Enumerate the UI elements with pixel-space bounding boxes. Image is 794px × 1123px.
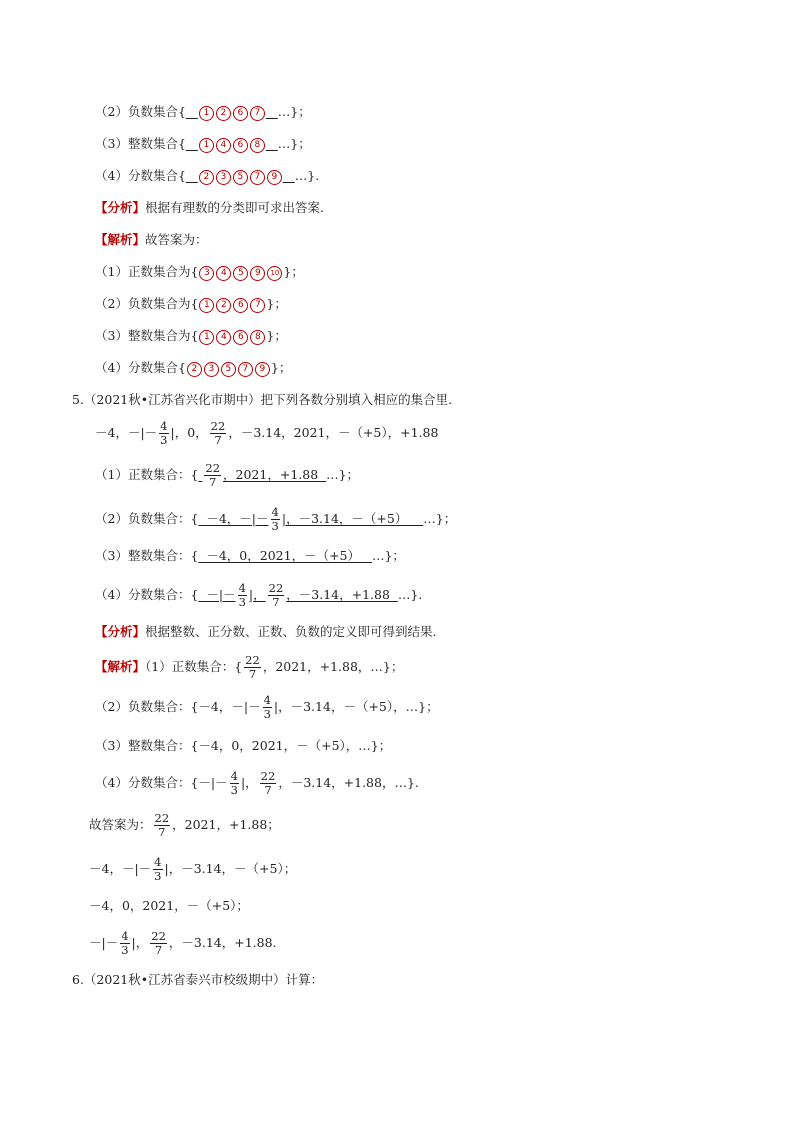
q5-solution-fraction: （4）分数集合：{－|－ $\frac{4}{3}$ |， $\frac{22}{7}$ ，－3.14，+1.88，…}. [95,769,419,797]
circled-number: 2 [216,298,231,313]
q5-solution-integer: （3）整数集合：{－4，0，2021，－（+5），…}； [95,738,392,753]
circled-number: 7 [250,106,265,121]
circled-number: 5 [221,362,236,377]
prev-solution: 【解析】故答案为： [95,232,208,247]
fraction: $\frac{4}{3}$ [230,769,238,797]
circled-number: 9 [250,266,265,281]
fraction: $\frac{4}{3}$ [154,855,162,883]
circled-number: 6 [233,138,248,153]
circled-number: 7 [250,298,265,313]
question-6-stem: 6.（2021秋•江苏省泰兴市校级期中）计算： [72,972,324,987]
circled-number: 3 [216,170,231,185]
circled-number: 9 [267,170,282,185]
prev-solution-fraction: （4）分数集合{ 2 3 5 7 9 }； [95,360,292,375]
q5-answer-summary-4: －|－ $\frac{4}{3}$ |， $\frac{22}{7}$ ，－3.14，+1.88. [89,929,277,957]
fraction: $\frac{22}{7}$ [210,419,226,447]
q5-answer-negative: （2）负数集合：{ －4，－|－ $\frac{4}{3}$ |，－3.14，－（+5） …}； [95,505,457,533]
circled-number: 1 [199,330,214,345]
circled-number: 8 [250,138,265,153]
fraction: $\frac{22}{7}$ [268,581,284,609]
circled-number: 1 [199,298,214,313]
circled-number: 6 [233,298,248,313]
fraction: $\frac{4}{3}$ [238,581,246,609]
circled-number: 5 [233,266,248,281]
prev-solution-negative: （2）负数集合为{ 1 2 6 7 }； [95,296,287,311]
prev-answer-negative: （2）负数集合{ 1 2 6 7 …}； [95,104,311,119]
fraction: $\frac{4}{3}$ [271,505,279,533]
prev-solution-positive: （1）正数集合为{ 3 4 5 9 10 }； [95,264,304,279]
question-5-stem: 5.（2021秋•江苏省兴化市期中）把下列各数分别填入相应的集合里. [72,392,453,407]
fraction: $\frac{22}{7}$ [205,461,221,489]
fraction: $\frac{22}{7}$ [260,769,276,797]
q5-solution-negative: （2）负数集合：{－4，－|－ $\frac{4}{3}$ |，－3.14，－（+5），…}； [95,693,439,721]
circled-number: 2 [187,362,202,377]
circled-number: 1 [199,106,214,121]
fraction: $\frac{4}{3}$ [121,929,129,957]
circled-number: 6 [233,330,248,345]
circled-number: 6 [233,106,248,121]
circled-number: 1 [199,138,214,153]
solution-tag: 【解析】 [95,232,146,247]
analysis-tag: 【分析】 [95,624,146,639]
prev-analysis: 【分析】根据有理数的分类即可求出答案. [95,200,324,215]
circled-number: 4 [216,138,231,153]
circled-number: 3 [199,266,214,281]
fraction: $\frac{4}{3}$ [160,419,168,447]
q5-answer-summary-1: 故答案为： $\frac{22}{7}$ ，2021，+1.88； [89,811,280,839]
circled-number: 4 [216,266,231,281]
q5-solution-positive: 【解析】（1）正数集合：{ $\frac{22}{7}$ ，2021，+1.88，…}； [95,653,404,681]
q5-answer-fraction: （4）分数集合：{ －|－ $\frac{4}{3}$ |， $\frac{22}{7}$ ，－3.14，+1.88 …}. [95,581,423,609]
circled-number: 3 [204,362,219,377]
prev-answer-integer: （3）整数集合{ 1 4 6 8 …}； [95,136,311,151]
circled-number: 7 [250,170,265,185]
circled-number: 4 [216,330,231,345]
q5-answer-summary-2: －4，－|－ $\frac{4}{3}$ |，－3.14，－（+5）； [89,855,297,883]
fraction: $\frac{22}{7}$ [154,811,170,839]
q5-answer-summary-3: －4，0，2021，－（+5）； [89,898,249,913]
analysis-tag: 【分析】 [95,200,146,215]
circled-number: 10 [267,266,282,281]
q5-answer-integer: （3）整数集合：{ －4，0，2021，－（+5） …}； [95,548,405,563]
fraction: $\frac{22}{7}$ [245,653,260,681]
circled-number: 8 [250,330,265,345]
fraction: $\frac{22}{7}$ [151,929,166,957]
prev-answer-fraction: （4）分数集合{ 2 3 5 7 9 …}. [95,168,320,183]
circled-number: 5 [233,170,248,185]
q5-answer-positive: （1）正数集合：{ $\frac{22}{7}$ ，2021，+1.88 …}； [95,461,360,489]
solution-tag: 【解析】 [95,659,146,674]
circled-number: 9 [255,362,270,377]
fraction: $\frac{4}{3}$ [263,693,271,721]
circled-number: 2 [199,170,214,185]
q5-analysis: 【分析】根据整数、正分数、正数、负数的定义即可得到结果. [95,624,437,639]
prev-solution-integer: （3）整数集合为{ 1 4 6 8 }； [95,328,287,343]
question-5-numbers: －4，－|－ $\frac{4}{3}$ |，0， $\frac{22}{7}$ ，－3.14，2021，－（+5），+1.88 [95,419,439,447]
circled-number: 7 [238,362,253,377]
circled-number: 2 [216,106,231,121]
